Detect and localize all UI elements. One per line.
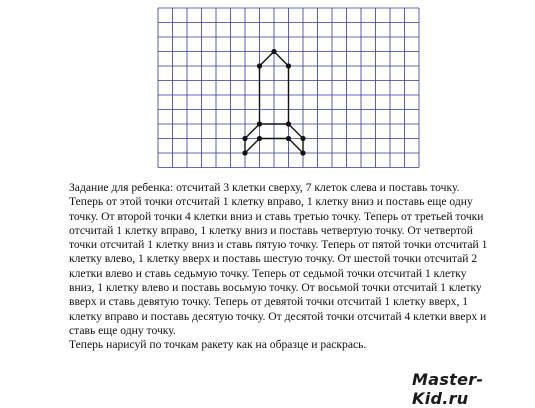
rocket-dot <box>242 150 247 155</box>
task-instructions: Задание для ребенка: отсчитай 3 клетки сверху, 7 клеток слева и поставь точку. Теперь от этой точки отсчитай 1 клетку вправо, 1 клетку вниз и поставь еще одну точку. От второй точки 4 клетки вниз и ставь третью точку. Теперь от третьей точки отсчитай 1 клетку вправо, 1 клетку вниз и поставь четвертую точку. От четвертой точки отсчитай 1 клетку вниз и ставь пятую точку. Теперь от пятой точки отсчитай 1 клетку влево, 1 клетку вверх и поставь шестую точку. От шестой точки отсчитай 2 клетки влево и ставь седьмую точку. Теперь от седьмой точки отсчитай 1 клетку вниз, 1 клетку влево и поставь восьмую точку. От восьмой точки отсчитай 1 клетку вверх и ставь девятую точку. Теперь от девятой точки отсчитай 1 клетку вверх, 1 клетку вправо и поставь десятую точку. От десятой точки отсчитай 4 клетки вверх и ставь еще одну точку. <box>69 181 488 337</box>
task-description <box>69 181 489 353</box>
rocket-dot <box>271 49 276 54</box>
rocket-dot <box>257 136 262 141</box>
final-instruction: Теперь нарисуй по точкам ракету как на образце и раскрась. <box>69 338 367 352</box>
rocket-dot <box>300 136 305 141</box>
rocket-dot-grid <box>0 0 535 180</box>
rocket-dot <box>286 63 291 68</box>
rocket-dot <box>242 136 247 141</box>
rocket-dot <box>286 121 291 126</box>
rocket-dot <box>257 63 262 68</box>
site-watermark: Master-Kid.ru <box>412 370 484 408</box>
rocket-dot <box>286 136 291 141</box>
rocket-dot <box>300 150 305 155</box>
rocket-dot <box>257 121 262 126</box>
